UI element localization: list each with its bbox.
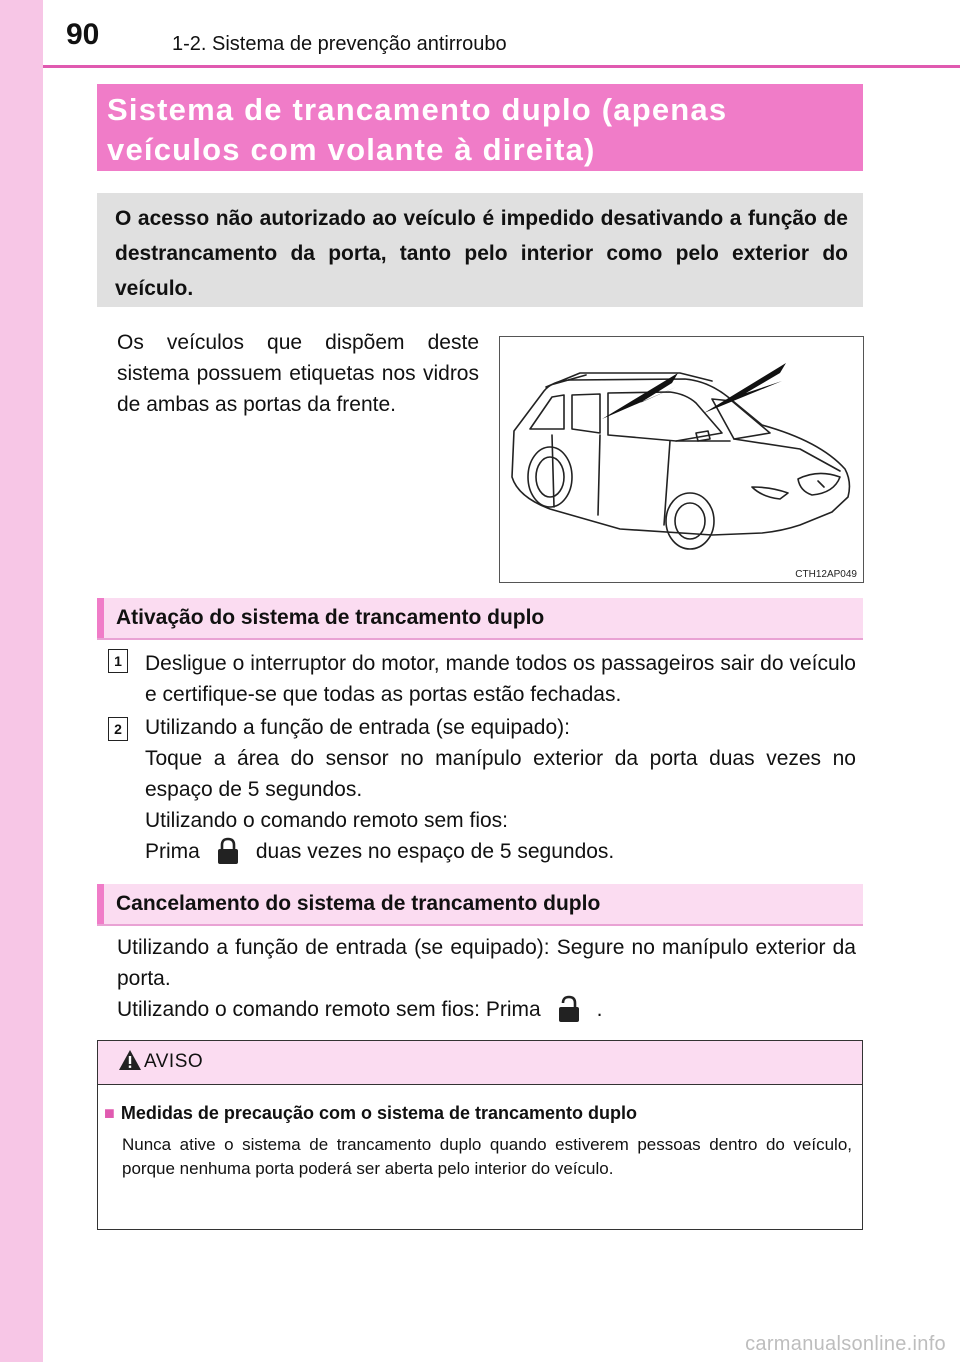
step-2-press-label: Prima	[145, 840, 200, 863]
cancel-press-suffix: .	[596, 998, 603, 1021]
warning-title-text: Medidas de precaução com o sistema de trancamento duplo	[120, 1103, 638, 1123]
figure-code: CTH12AP049	[795, 569, 857, 580]
bullet-square-icon: ■	[104, 1103, 115, 1123]
step-2-line-3: Utilizando o comando remoto sem fios:	[145, 809, 508, 832]
step-2-line-4	[145, 836, 856, 867]
activation-heading	[97, 598, 863, 640]
step-1-text: Desligue o interruptor do motor, mande todos os passageiros sair do veículo e certifique-se que todas as portas estão fechadas.	[145, 652, 856, 706]
activation-heading-text: Ativação do sistema de trancamento duplo	[116, 606, 545, 629]
page-number: 90	[66, 18, 100, 51]
cancel-press-label: Utilizando o comando remoto sem fios: Prima	[117, 998, 541, 1021]
warning-header	[98, 1041, 862, 1085]
warning-text: Nunca ative o sistema de trancamento duplo quando estiverem pessoas dentro do veículo, porque nenhuma porta poderá ser aberta pelo interior do veículo.	[122, 1135, 852, 1178]
step-number-1: 1	[108, 649, 128, 673]
header-rule	[43, 65, 960, 68]
cancel-heading-text: Cancelamento do sistema de trancamento duplo	[116, 892, 601, 915]
step-2-line-1: Utilizando a função de entrada (se equipado):	[145, 716, 570, 739]
lock-icon	[214, 836, 242, 866]
unlock-icon	[555, 994, 583, 1024]
intro-text: Os veículos que dispõem deste sistema possuem etiquetas nos vidros de ambas as portas da frente.	[117, 331, 479, 416]
section-label: 1-2. Sistema de prevenção antirroubo	[172, 33, 507, 55]
side-color-bar	[0, 0, 43, 1362]
heading-accent-bar	[97, 884, 104, 924]
step-2-line-2: Toque a área do sensor no manípulo exterior da porta duas vezes no espaço de 5 segundos.	[145, 747, 856, 801]
cancel-block	[117, 932, 856, 1025]
step-2-press-suffix: duas vezes no espaço de 5 segundos.	[255, 840, 615, 863]
title-box	[97, 84, 863, 171]
car-drawing	[500, 337, 863, 582]
cancel-line-1: Utilizando a função de entrada (se equipado): Segure no manípulo exterior da porta.	[117, 936, 856, 990]
warning-icon	[118, 1049, 142, 1071]
car-illustration	[499, 336, 864, 583]
warning-box	[97, 1040, 863, 1230]
warning-label: AVISO	[144, 1051, 204, 1072]
cancel-line-2	[117, 994, 856, 1025]
summary-box	[97, 193, 863, 307]
summary-text: O acesso não autorizado ao veículo é impedido desativando a função de destrancamento da porta, tanto pelo interior como pelo exterior do veículo.	[115, 207, 848, 300]
step-2-block	[145, 712, 856, 867]
warning-title	[104, 1103, 637, 1124]
step-number-2: 2	[108, 717, 128, 741]
watermark: carmanualsonline.info	[745, 1333, 946, 1355]
page-title: Sistema de trancamento duplo (apenas veículos com volante à direita)	[107, 92, 728, 167]
cancel-heading	[97, 884, 863, 926]
heading-accent-bar	[97, 598, 104, 638]
